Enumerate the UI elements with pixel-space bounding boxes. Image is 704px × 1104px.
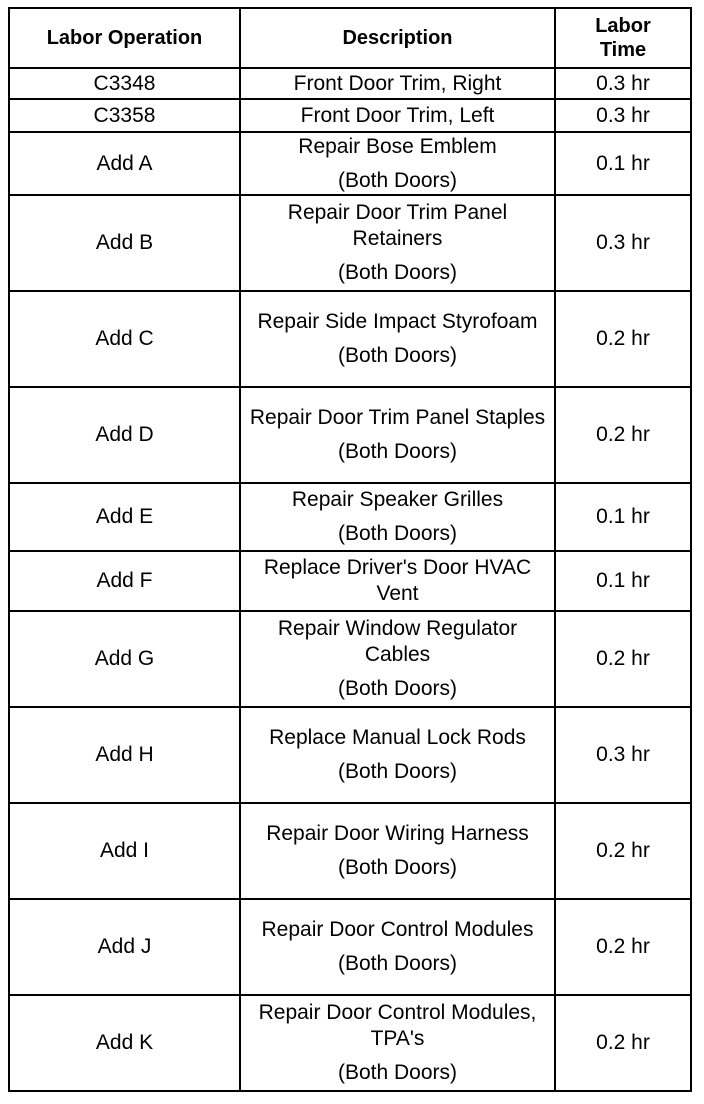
header-labor-time [555,8,691,68]
description-text: Front Door Trim, Left [300,103,495,127]
description-text: Front Door Trim, Right [293,71,502,95]
table-row [9,803,691,899]
description-cell [240,611,555,707]
description-cell [240,995,555,1091]
description-note: (Both Doors) [337,952,458,975]
table-row [9,291,691,387]
labor-time-cell: 0.1 hr [555,551,691,611]
labor-time-cell: 0.1 hr [555,132,691,195]
labor-operation-cell: Add D [9,387,240,483]
description-text: Repair Window Regulator Cables [277,617,518,666]
description-text: Repair Door Control Modules [261,918,534,941]
description-note: (Both Doors) [337,522,458,545]
table-row [9,68,691,99]
description-note: (Both Doors) [337,760,458,783]
description-text: Repair Door Control Modules, TPA's [258,1001,537,1050]
header-labor-operation: Labor Operation [9,8,240,68]
table-row [9,195,691,291]
description-cell [240,707,555,803]
table-row [9,611,691,707]
table-row [9,899,691,995]
description-note: (Both Doors) [337,168,458,192]
table-row [9,995,691,1091]
labor-operation-cell: Add J [9,899,240,995]
description-text: Replace Driver's Door HVAC Vent [263,556,532,605]
labor-time-cell: 0.3 hr [555,68,691,99]
table-header-row [9,8,691,68]
description-note: (Both Doors) [337,440,458,463]
labor-operation-cell: Add K [9,995,240,1091]
description-cell [240,99,555,132]
description-note: (Both Doors) [337,677,458,700]
description-cell [240,803,555,899]
labor-time-cell: 0.3 hr [555,99,691,132]
labor-time-cell: 0.2 hr [555,995,691,1091]
description-note: (Both Doors) [337,856,458,879]
description-note: (Both Doors) [337,261,458,284]
labor-time-table [8,7,692,1092]
description-text: Repair Speaker Grilles [291,488,504,511]
description-cell [240,387,555,483]
labor-operation-cell: C3358 [9,99,240,132]
labor-operation-cell: Add I [9,803,240,899]
table-row [9,707,691,803]
labor-operation-cell: Add A [9,132,240,195]
labor-operation-cell: Add E [9,483,240,551]
labor-operation-cell: C3348 [9,68,240,99]
description-text: Repair Door Wiring Harness [266,822,529,845]
description-text: Repair Side Impact Styrofoam [257,310,538,333]
description-note: (Both Doors) [337,1061,458,1084]
description-cell [240,195,555,291]
description-cell [240,132,555,195]
description-note: (Both Doors) [337,344,458,367]
description-text: Repair Door Trim Panel Staples [249,406,546,429]
labor-operation-cell: Add H [9,707,240,803]
labor-time-cell: 0.2 hr [555,291,691,387]
labor-time-cell: 0.2 hr [555,899,691,995]
labor-time-cell: 0.3 hr [555,707,691,803]
header-labor-time-label: Labor Time [595,15,651,61]
description-cell [240,68,555,99]
labor-operation-cell: Add C [9,291,240,387]
labor-time-cell: 0.2 hr [555,803,691,899]
table-row [9,99,691,132]
labor-time-cell: 0.2 hr [555,387,691,483]
description-text: Replace Manual Lock Rods [269,726,526,749]
labor-operation-cell: Add G [9,611,240,707]
labor-time-cell: 0.3 hr [555,195,691,291]
labor-operation-cell: Add F [9,551,240,611]
description-text: Repair Door Trim Panel Retainers [287,201,508,250]
labor-time-cell: 0.2 hr [555,611,691,707]
description-cell [240,483,555,551]
table-row [9,483,691,551]
header-description: Description [240,8,555,68]
description-cell [240,899,555,995]
description-text: Repair Bose Emblem [298,134,497,158]
labor-operation-cell: Add B [9,195,240,291]
description-cell [240,291,555,387]
table-row [9,387,691,483]
table-row [9,551,691,611]
table-row [9,132,691,195]
labor-time-cell: 0.1 hr [555,483,691,551]
description-cell [240,551,555,611]
